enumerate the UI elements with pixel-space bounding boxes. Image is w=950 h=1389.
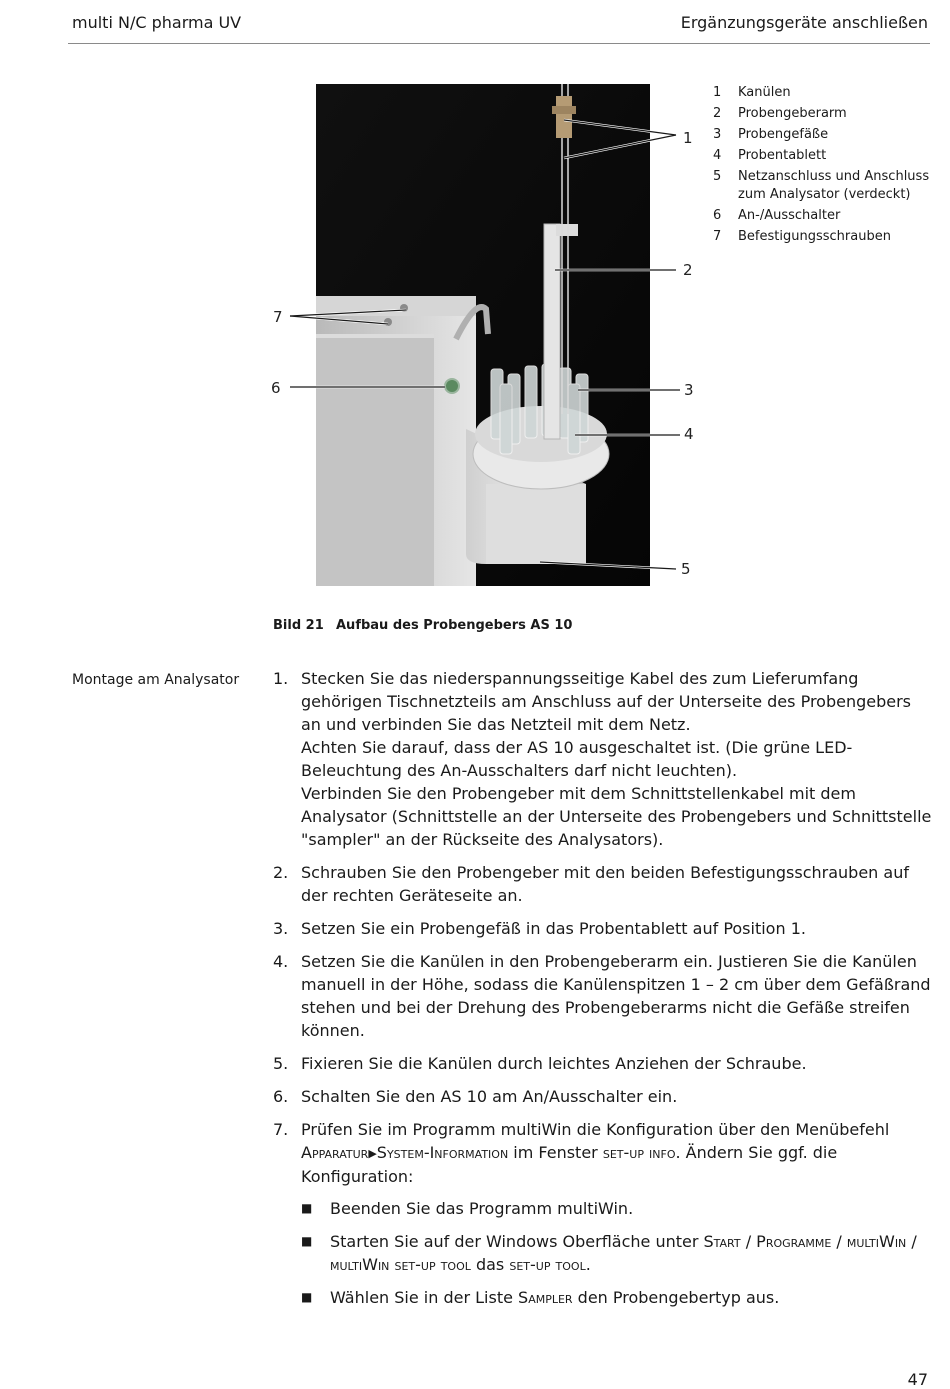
callout-1: 1 (683, 129, 693, 147)
figure-caption: Bild 21 Aufbau des Probengebers AS 10 (273, 618, 573, 633)
tool-name: set-up tool (509, 1255, 586, 1274)
page-header-right: Ergänzungsgeräte anschließen (680, 13, 928, 32)
bullet-square-icon: ■ (301, 1201, 313, 1215)
legend-item: 2 Probengeberarm (713, 106, 847, 121)
step-7-text: Prüfen Sie im Programm multiWin die Konfiguration über den Menübefehl Apparatur▶System-Information im Fenster set-up info. Ändern Sie ggf. die Konfiguration: (301, 1120, 890, 1186)
menu-path: Start / Programme / multiWin / multiWin set-up tool (330, 1232, 917, 1274)
menu-apparatur: Apparatur (301, 1143, 369, 1162)
step-6: 6. Schalten Sie den AS 10 am An/Ausschalter ein. (273, 1087, 678, 1106)
figure-legend (713, 82, 943, 247)
bullet-item: ■ Wählen Sie in der Liste Sampler den Probengebertyp aus. (301, 1288, 780, 1307)
step-3: 3. Setzen Sie ein Probengefäß in das Probentablett auf Position 1. (273, 919, 806, 938)
section-label: Montage am Analysator (72, 672, 240, 688)
bullet-item: ■ Starten Sie auf der Windows Oberfläche unter Start / Programme / multiWin / multiWin set-up tool das set-up tool. (301, 1232, 917, 1274)
bullet-square-icon: ■ (301, 1234, 313, 1248)
step-2: 2. Schrauben Sie den Probengeber mit den beiden Befestigungsschrauben auf der rechten Geräteseite an. (273, 863, 909, 905)
menu-system-information: System-Information (376, 1143, 509, 1162)
page-header-left: multi N/C pharma UV (72, 13, 242, 32)
callout-7: 7 (273, 308, 283, 326)
list-name: Sampler (518, 1288, 573, 1307)
callout-3: 3 (684, 381, 694, 399)
legend-item: 7 Befestigungsschrauben (713, 229, 891, 244)
legend-item: 3 Probengefäße (713, 127, 829, 142)
callout-5: 5 (681, 560, 691, 578)
window-name: set-up info (602, 1143, 676, 1162)
bullet-square-icon: ■ (301, 1290, 313, 1304)
page-number: 47 (907, 1370, 928, 1389)
menu-arrow-icon: ▶ (368, 1147, 377, 1160)
bullet-list (301, 1197, 933, 1309)
step-7: 7. Prüfen Sie im Programm multiWin die Konfiguration über den Menübefehl Apparatur▶System-Information im Fenster set-up info. Ändern Sie ggf. die Konfiguration: ■ Beenden Sie das Programm multiWin. ■ Starten Sie auf der Windows Oberfläche unter Start / Programme / multiWin / multiWin set-up tool das set-up tool. ■ Wählen Sie in der Liste Sampler den Probengebertyp aus. (273, 1118, 933, 1319)
step-1: 1. Stecken Sie das niederspannungsseitige Kabel des zum Lieferumfang gehörigen Tischnetzteils am Anschluss auf der Unterseite des Probengebers an und verbinden Sie das Netzteil mit dem Netz. Achten Sie darauf, dass der AS 10 ausgeschaltet ist. (Die grüne LED-Beleuchtung des An-Ausschalters darf nicht leuchten). Verbinden Sie den Probengeber mit dem Schnittstellenkabel mit dem Analysator (Schnittstelle an der Unterseite des Probengebers und Schnittstelle "sampler" an der Rückseite des Analysators). (273, 669, 932, 849)
bullet-item: ■ Beenden Sie das Programm multiWin. (301, 1199, 634, 1218)
callout-4: 4 (684, 425, 694, 443)
legend-item: 6 An-/Ausschalter (713, 208, 841, 223)
callout-6: 6 (271, 379, 281, 397)
legend-item: 4 Probentablett (713, 148, 827, 163)
step-list (273, 667, 933, 1329)
legend-item: 1 Kanülen (713, 85, 791, 100)
step-4: 4. Setzen Sie die Kanülen in den Probengeberarm ein. Justieren Sie die Kanülen manuell in der Höhe, sodass die Kanülenspitzen 1 – 2 cm über dem Gefäßrand stehen und bei der Drehung des Probengeberarms nicht die Gefäße streifen können. (273, 952, 931, 1040)
callout-2: 2 (683, 261, 693, 279)
legend-item: 5 Netzanschluss und Anschluss zum Analysator (verdeckt) (713, 169, 930, 202)
step-5: 5. Fixieren Sie die Kanülen durch leichtes Anziehen der Schraube. (273, 1054, 807, 1073)
